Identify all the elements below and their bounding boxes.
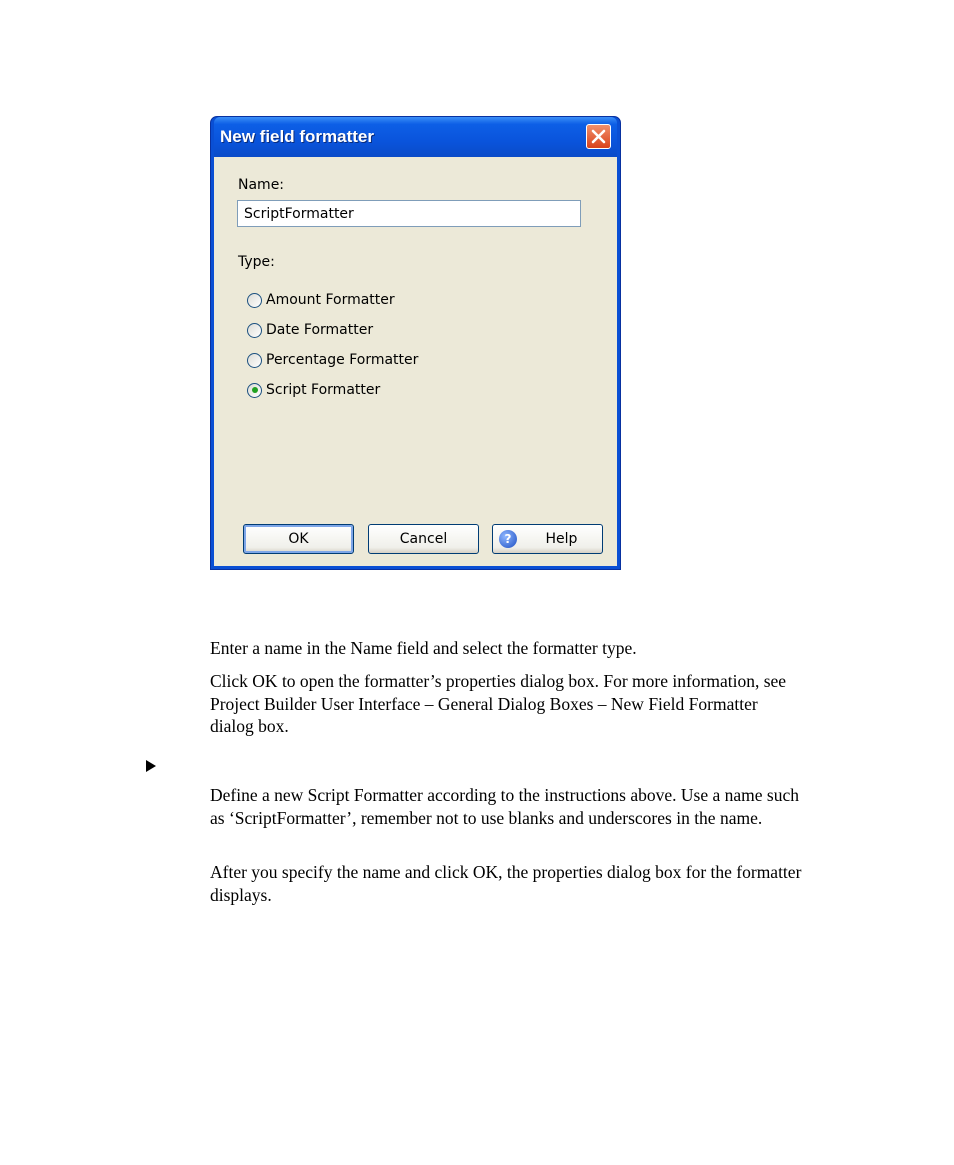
radio-label: Amount Formatter bbox=[266, 292, 395, 308]
help-icon: ? bbox=[499, 530, 517, 548]
dialog-title: New field formatter bbox=[220, 127, 374, 146]
paragraph-after-specify-name: After you specify the name and click OK, the properties dialog box for the formatter displays. bbox=[210, 862, 802, 905]
radio-label: Date Formatter bbox=[266, 322, 374, 338]
new-field-formatter-dialog bbox=[210, 116, 621, 570]
help-button-label: Help bbox=[545, 531, 578, 547]
paragraph-enter-name: Enter a name in the Name field and select the formatter type. bbox=[210, 638, 637, 658]
radio-amount-formatter[interactable] bbox=[247, 290, 395, 310]
radio-script-formatter[interactable] bbox=[247, 380, 380, 400]
close-icon bbox=[591, 129, 606, 144]
cancel-button[interactable]: Cancel bbox=[368, 524, 479, 554]
name-input[interactable] bbox=[237, 200, 581, 227]
radio-icon bbox=[247, 293, 262, 308]
name-label: Name: bbox=[238, 177, 285, 193]
radio-icon bbox=[247, 353, 262, 368]
ok-button[interactable]: OK bbox=[243, 524, 354, 554]
radio-label: Percentage Formatter bbox=[266, 352, 419, 368]
radio-percentage-formatter[interactable] bbox=[247, 350, 418, 370]
radio-label: Script Formatter bbox=[266, 382, 381, 398]
type-label: Type: bbox=[238, 254, 275, 270]
dialog-body bbox=[214, 157, 617, 566]
paragraph-define-script-formatter: Define a new Script Formatter according to the instructions above. Use a name such as ‘ScriptFormatter’, remember not to use blanks and underscores in the name. bbox=[210, 785, 799, 828]
radio-date-formatter[interactable] bbox=[247, 320, 373, 340]
dialog-title-bar[interactable] bbox=[214, 117, 617, 157]
paragraph-click-ok: Click OK to open the formatter’s properties dialog box. For more information, see Project Builder User Interface – General Dialog Boxes – New Field Formatter dialog box. bbox=[210, 671, 787, 736]
radio-icon bbox=[247, 323, 262, 338]
close-button[interactable] bbox=[586, 124, 611, 149]
radio-checked-icon bbox=[247, 383, 262, 398]
triangle-right-icon bbox=[146, 760, 157, 772]
help-button[interactable] bbox=[492, 524, 603, 554]
